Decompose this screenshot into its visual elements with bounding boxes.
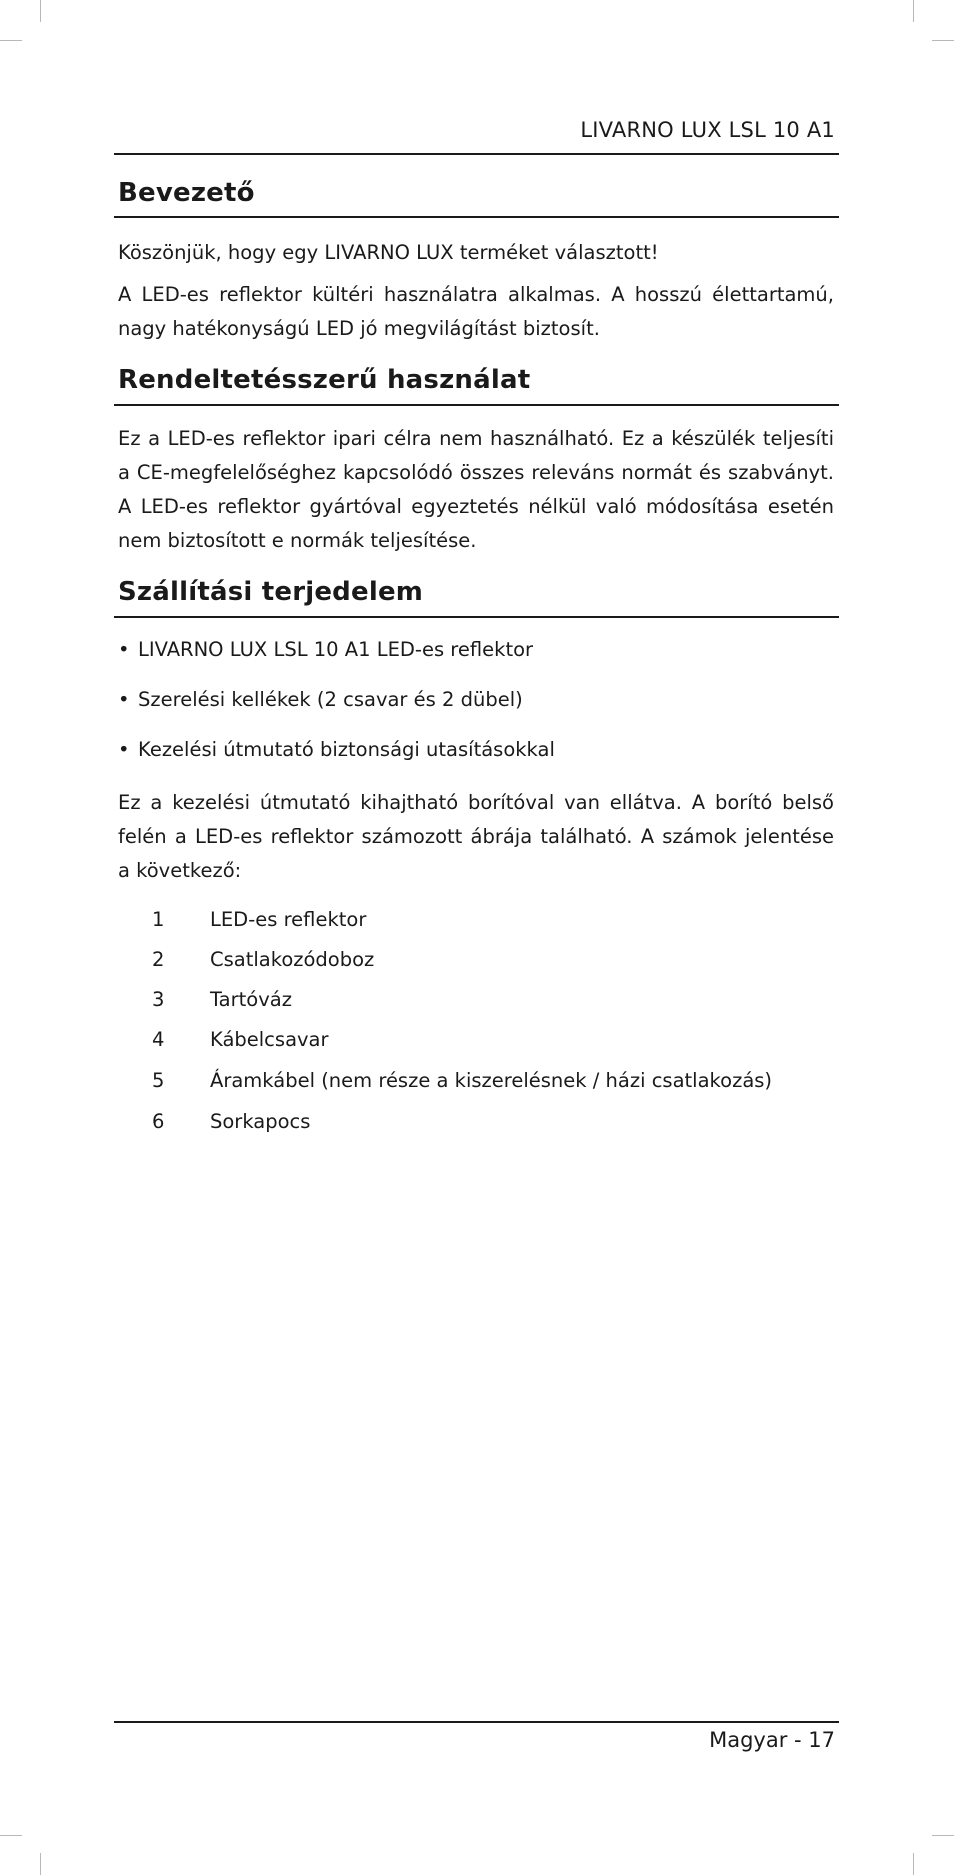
crop-mark xyxy=(40,0,41,22)
list-item: • Kezelési útmutató biztonsági utasításokkal xyxy=(118,738,555,761)
crop-mark xyxy=(0,1835,22,1836)
intro-paragraph-2: A LED-es reflektor kültéri használatra alkalmas. A hosszú élettartamú, nagy hatékonyságú LED jó megvilágítást biztosít. xyxy=(118,283,834,340)
document-page: LIVARNO LUX LSL 10 A1 Bevezető Köszönjük, hogy egy LIVARNO LUX terméket választott! A LED-es reflektor kültéri használatra alkalmas. A hosszú élettartamú, nagy hatékonyságú LED jó megvilágítást biztosít. Rendeltetésszerű használat Ez a LED-es reflektor ipari célra nem használható. Ez a készülék teljesíti a CE-megfelelőséghez kapcsolódó összes releváns normát és szabványt. A LED-es reflektor gyártóval egyeztetés nélkül való módosítása esetén nem biztosított e normák teljesítése. Szállítási terjedelem • LIVARNO LUX LSL 10 A1 LED-es reflektor • Szerelési kellékek (2 csavar és 2 dübel) • Kezelési útmutató biztonsági utasításokkal Ez a kezelési útmutató kihajtható borítóval van ellátva. A borító belső felén a LED-es reflektor számozott ábrája található. A számok jelentése a következő: 1 LED-es reflektor 2 Csatlakozódoboz 3 Tartóváz 4 Kábelcsavar 5 Áramkábel (nem része a kiszerelésnek / házi csatlakozás) 6 Sorkapocs Magyar - 17 xyxy=(114,0,839,1875)
section-rule xyxy=(114,616,839,618)
section-rule xyxy=(114,404,839,406)
page-number: Magyar - 17 xyxy=(709,1728,835,1752)
section-heading-usage: Rendeltetésszerű használat xyxy=(118,365,531,395)
delivery-paragraph: Ez a kezelési útmutató kihajtható borítóval van ellátva. A borító belső felén a LED-es reflektor számozott ábrája található. A számok jelentése a következő: xyxy=(118,791,834,882)
section-heading-delivery: Szállítási terjedelem xyxy=(118,577,424,607)
running-header: LIVARNO LUX LSL 10 A1 xyxy=(580,118,835,142)
crop-mark xyxy=(40,1853,41,1875)
usage-paragraph: Ez a LED-es reflektor ipari célra nem használható. Ez a készülék teljesíti a CE-megfelelőséghez kapcsolódó összes releváns normát és szabványt. A LED-es reflektor gyártóval egyeztetés nélkül való módosítása esetén nem biztosított e normák teljesítése. xyxy=(118,427,834,552)
section-rule xyxy=(114,216,839,218)
header-rule xyxy=(114,153,839,155)
crop-mark xyxy=(0,40,22,41)
crop-mark xyxy=(913,1853,914,1875)
intro-paragraph-1: Köszönjük, hogy egy LIVARNO LUX terméket választott! xyxy=(118,241,659,264)
crop-mark xyxy=(932,1835,954,1836)
section-heading-intro: Bevezető xyxy=(118,178,255,208)
crop-mark xyxy=(932,40,954,41)
footer-rule xyxy=(114,1721,839,1723)
list-item: • Szerelési kellékek (2 csavar és 2 dübel) xyxy=(118,688,523,711)
list-item: • LIVARNO LUX LSL 10 A1 LED-es reflektor xyxy=(118,638,534,661)
crop-mark xyxy=(913,0,914,22)
